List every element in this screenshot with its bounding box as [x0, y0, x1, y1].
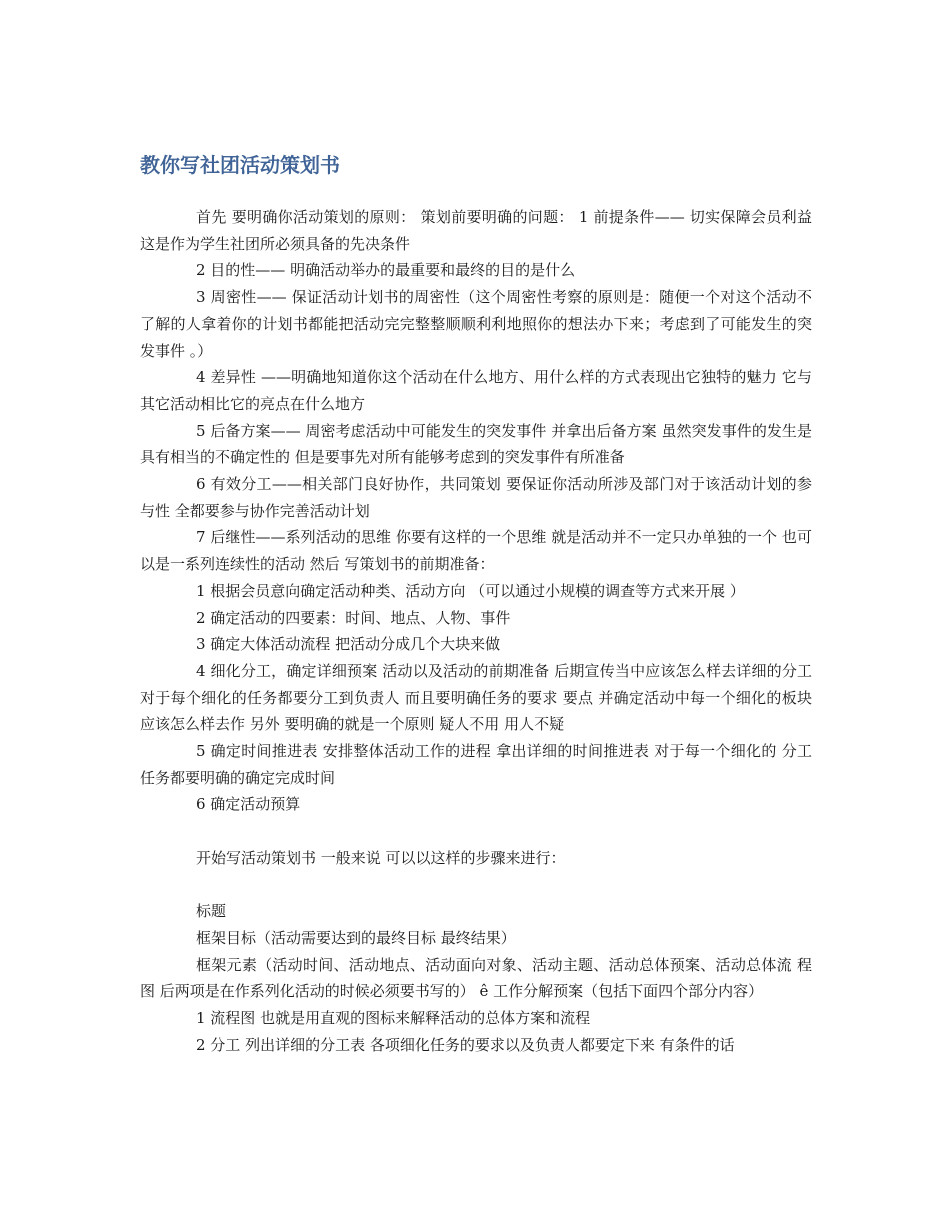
paragraph-backup-plan: 5 后备方案—— 周密考虑活动中可能发生的突发事件 并拿出后备方案 虽然突发事件的发生是具有相当的不确定性的 但是要事先对所有能够考虑到的突发事件有所准备 — [140, 421, 812, 467]
paragraph-difference: 4 差异性 ——明确地知道你这个活动在什么地方、用什么样的方式表现出它独特的魅力 它与其它活动相比它的亮点在什么地方 — [140, 368, 812, 413]
paragraph-prep-step-1: 1 根据会员意向确定活动种类、活动方向 （可以通过小规模的调查等方式来开展 ） — [196, 581, 745, 600]
document-body — [140, 204, 812, 1058]
paragraph-prep-step-5: 5 确定时间推进表 安排整体活动工作的进程 拿出详细的时间推进表 对于每一个细化的 分工任务都要明确的确定完成时间 — [140, 742, 812, 787]
paragraph-purpose: 2 目的性—— 明确活动举办的最重要和最终的目的是什么 — [196, 261, 576, 280]
paragraph-framework-elements: 框架元素（活动时间、活动地点、活动面向对象、活动主题、活动总体预案、活动总体流 程图 后两项是在作系列化活动的时候必须要书写的） ê 工作分解预案（包括下面四个部分内容） — [140, 955, 812, 1001]
paragraph-principles-intro: 首先 要明确你活动策划的原则： 策划前要明确的问题： 1 前提条件—— 切实保障会员利益 这是作为学生社团所必须具备的先决条件 — [140, 208, 812, 253]
paragraph-prep-step-3: 3 确定大体活动流程 把活动分成几个大块来做 — [196, 635, 501, 654]
paragraph-framework-goal: 框架目标（活动需要达到的最终目标 最终结果） — [196, 928, 516, 947]
blank-line — [140, 872, 812, 899]
blank-line — [140, 818, 812, 845]
paragraph-assignment: 2 分工 列出详细的分工表 各项细化任务的要求以及负责人都要定下来 有条件的话 — [196, 1035, 735, 1054]
paragraph-prep-step-2: 2 确定活动的四要素：时间、地点、人物、事件 — [196, 608, 511, 627]
paragraph-flowchart: 1 流程图 也就是用直观的图标来解释活动的总体方案和流程 — [196, 1009, 591, 1028]
paragraph-heading-item: 标题 — [196, 902, 227, 921]
paragraph-writing-steps-intro: 开始写活动策划书 一般来说 可以以这样的步骤来进行： — [196, 848, 566, 867]
paragraph-thoroughness: 3 周密性—— 保证活动计划书的周密性（这个周密性考察的原则是：随便一个对这个活动不了解的人拿着你的计划书都能把活动完完整整顺顺利利地照你的想法办下来；考虑到了可能发生的突发事件 。） — [140, 288, 812, 360]
document-title: 教你写社团活动策划书 — [140, 153, 340, 177]
paragraph-prep-step-6: 6 确定活动预算 — [196, 795, 301, 814]
paragraph-division-of-labor: 6 有效分工——相关部门良好协作，共同策划 要保证你活动所涉及部门对于该活动计划的参与性 全都要参与协作完善活动计划 — [140, 475, 812, 520]
paragraph-continuity: 7 后继性——系列活动的思维 你要有这样的一个思维 就是活动并不一定只办单独的一个 也可以是一系列连续性的活动 然后 写策划书的前期准备： — [140, 528, 812, 574]
paragraph-prep-step-4: 4 细化分工，确定详细预案 活动以及活动的前期准备 后期宣传当中应该怎么样去详细的分工 对于每个细化的任务都要分工到负责人 而且要明确任务的要求 要点 并确定活动中每一个细化的板块应该怎么样去作 另外 要明确的就是一个原则 疑人不用 用人不疑 — [140, 661, 812, 734]
